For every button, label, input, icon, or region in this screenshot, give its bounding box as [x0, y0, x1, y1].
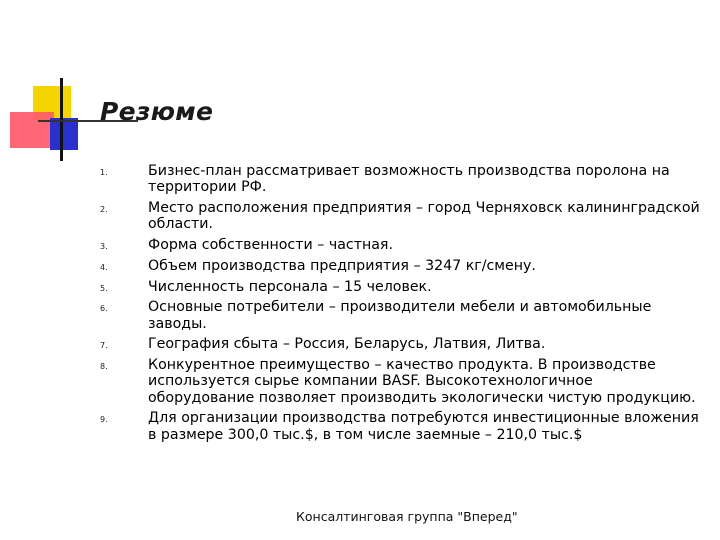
footer-text: Консалтинговая группа "Вперед"	[296, 509, 518, 524]
slide-title: Резюме	[100, 97, 214, 126]
item-text: Конкурентное преимущество – качество продукта. В производстве используется сырье компании BASF. Высокотехнологичное оборудование позволяет производить экологически чистую продукцию.	[148, 357, 696, 406]
list-item	[100, 237, 700, 253]
decor-red-square	[10, 112, 54, 148]
item-text: Место расположения предприятия – город Черняховск калининградской области.	[148, 200, 700, 233]
item-text: Объем производства предприятия – 3247 кг/смену.	[148, 257, 536, 274]
item-text: Для организации производства потребуются инвестиционные вложения в размере 300,0 тыс.$, в том числе заемные – 210,0 тыс.$	[148, 410, 699, 443]
item-number: 6.	[100, 304, 108, 314]
item-number: 4.	[100, 262, 108, 272]
item-text: География сбыта – Россия, Беларусь, Латвия, Литва.	[148, 336, 546, 353]
item-number: 3.	[100, 242, 108, 251]
list-item	[100, 357, 700, 406]
list-item	[100, 336, 700, 352]
item-number: 8.	[100, 362, 108, 372]
item-number: 1.	[100, 168, 108, 177]
list-item	[100, 410, 700, 442]
list-item	[100, 200, 700, 232]
list-item	[100, 163, 700, 195]
list-item	[100, 299, 700, 331]
decor-blue-square	[50, 118, 78, 150]
item-number: 2.	[100, 205, 108, 214]
item-text: Численность персонала – 15 человек.	[148, 278, 432, 295]
item-text: Основные потребители – производители мебели и автомобильные заводы.	[148, 299, 652, 332]
item-number: 5.	[100, 283, 108, 293]
list-item	[100, 258, 700, 274]
item-text: Бизнес-план рассматривает возможность производства поролона на территории РФ.	[148, 163, 670, 196]
item-text: Форма собственности – частная.	[148, 237, 393, 253]
summary-list	[100, 163, 700, 447]
item-number: 7.	[100, 341, 108, 351]
item-number: 9.	[100, 415, 108, 425]
list-item	[100, 279, 700, 295]
